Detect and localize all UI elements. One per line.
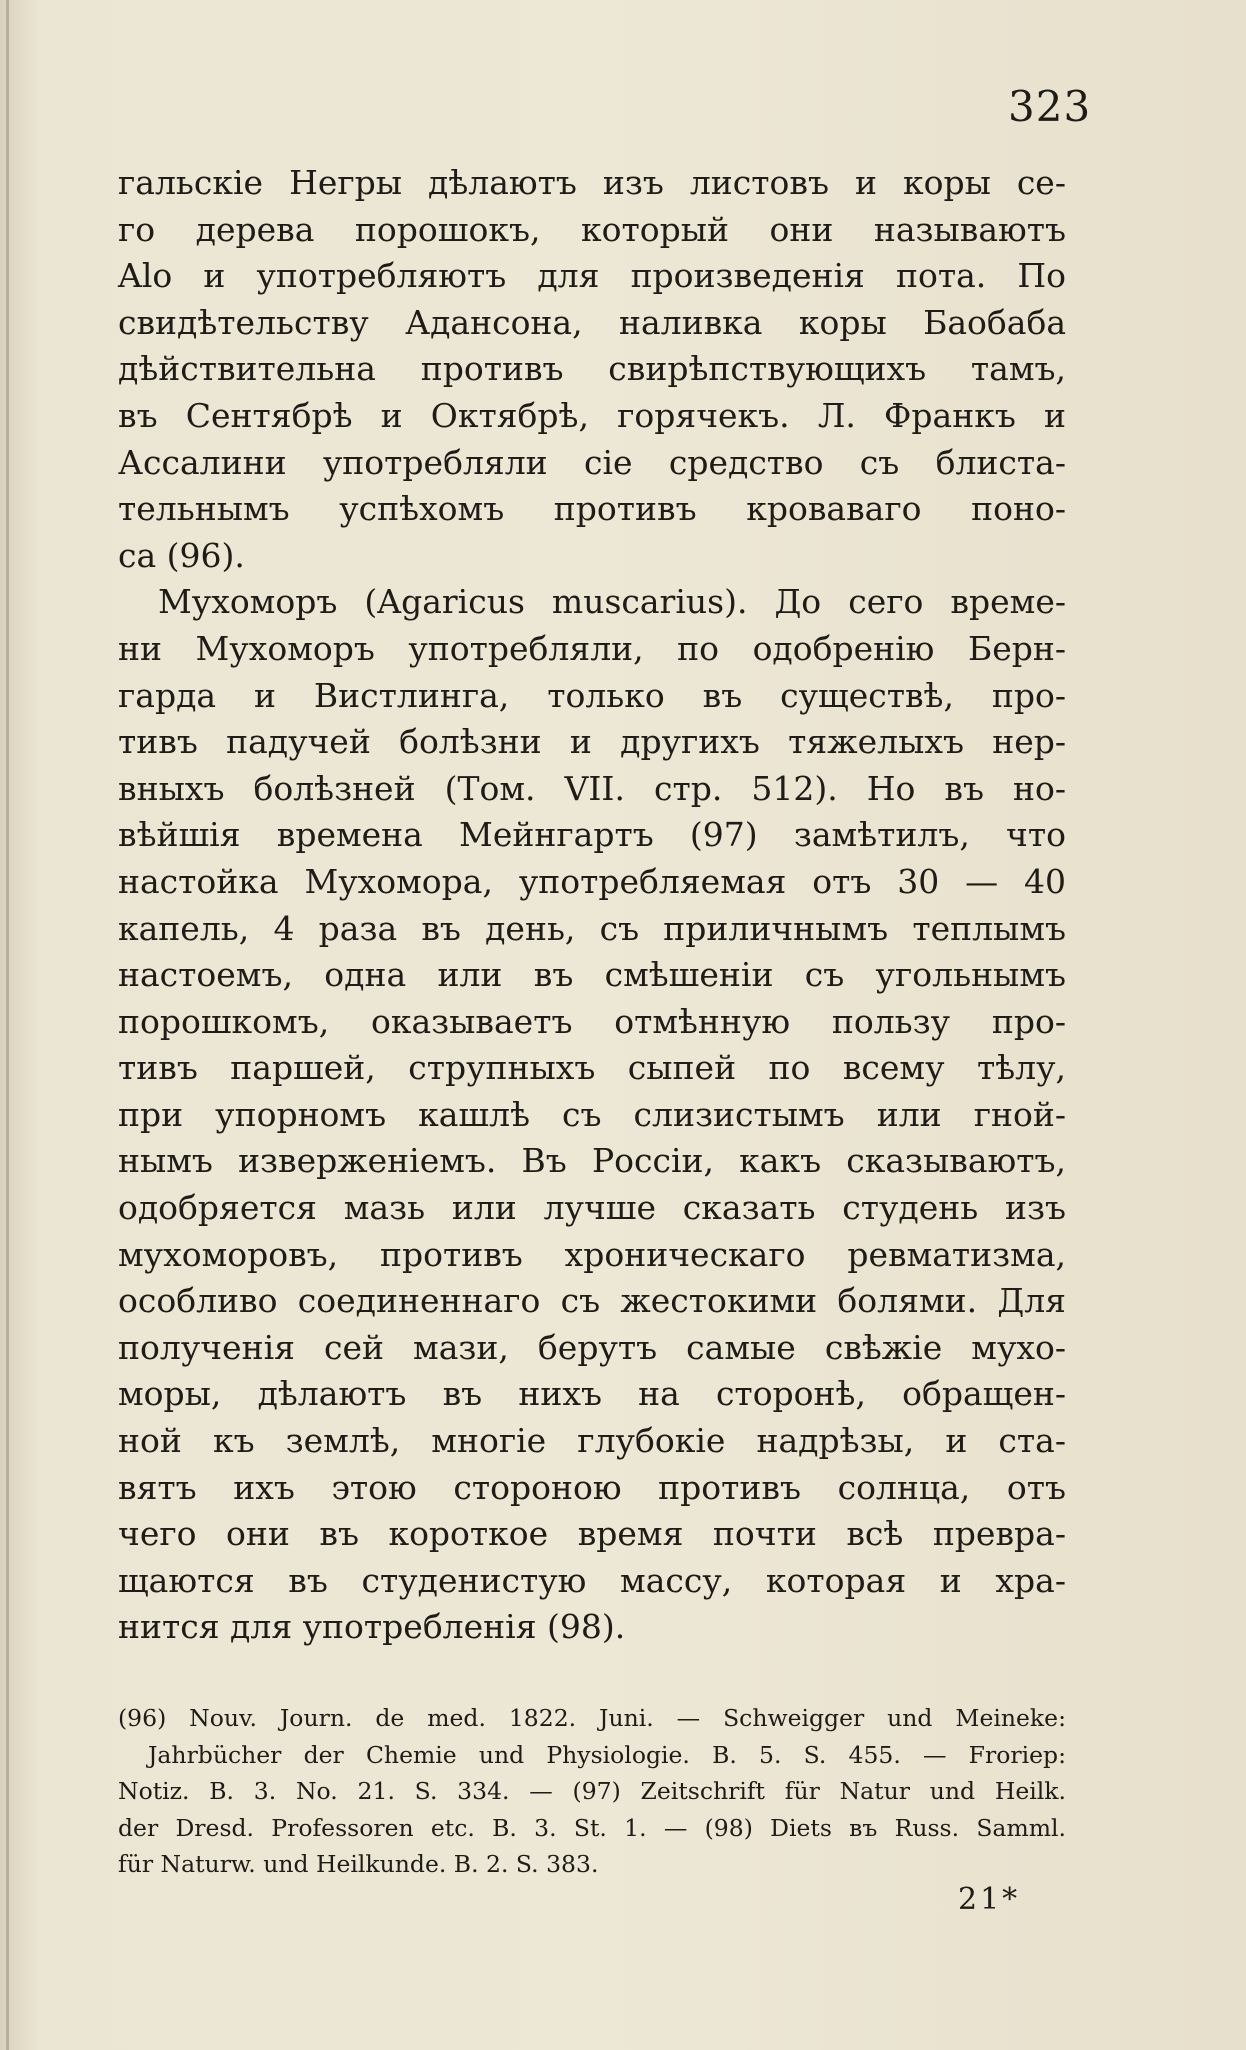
text-line: тивъ падучей болѣзни и другихъ тяжелыхъ нер-: [118, 722, 1066, 762]
footnote-line: Jahrbücher der Chemie und Physiologie. B. 5. S. 455. — Froriep:: [148, 1740, 1066, 1769]
text-line: нымъ изверженіемъ. Въ Россіи, какъ сказываютъ,: [118, 1141, 1066, 1181]
text-line: тивъ паршей, струпныхъ сыпей по всему тѣлу,: [118, 1048, 1066, 1088]
text-line: го дерева порошокъ, который они называютъ: [118, 209, 1066, 249]
page-edge: [6, 0, 9, 2050]
footnote-line: Notiz. B. 3. No. 21. S. 334. — (97) Zeitschrift für Natur und Heilk.: [118, 1777, 1066, 1805]
footnote-line: der Dresd. Professoren etc. B. 3. St. 1. — (98) Diets въ Russ. Samml.: [118, 1813, 1066, 1842]
text-line: одобряется мазь или лучше сказать студень изъ: [118, 1188, 1066, 1228]
text-line: гарда и Вистлинга, только въ существѣ, про-: [118, 675, 1066, 715]
footnotes: [118, 1700, 1066, 1883]
text-line: тельнымъ успѣхомъ противъ кроваваго поно-: [118, 489, 1066, 529]
main-text: [118, 160, 1066, 1651]
text-line: вѣйшія времена Мейнгартъ (97) замѣтилъ, что: [118, 815, 1066, 855]
text-line: ни Мухоморъ употребляли, по одобренію Берн-: [118, 628, 1066, 668]
signature-mark: 21*: [958, 1882, 1021, 1917]
text-line: вятъ ихъ этою стороною противъ солнца, отъ: [118, 1467, 1066, 1507]
text-line: въ Сентябрѣ и Октябрѣ, горячекъ. Л. Франкъ и: [118, 395, 1066, 435]
text-line: Alo и употребляютъ для произведенія пота. По: [118, 256, 1066, 296]
text-line: при упорномъ кашлѣ съ слизистымъ или гной-: [118, 1094, 1066, 1134]
text-line: щаются въ студенистую массу, которая и хра-: [118, 1560, 1066, 1600]
text-line: капель, 4 раза въ день, съ приличнымъ теплымъ: [118, 908, 1066, 948]
text-line: полученія сей мази, берутъ самые свѣжіе мухо-: [118, 1327, 1066, 1367]
text-line: особливо соединеннаго съ жестокими болями. Для: [118, 1281, 1066, 1321]
page-number: 323: [1008, 82, 1092, 131]
text-line: свидѣтельству Адансона, наливка коры Баобаба: [118, 302, 1066, 342]
text-line: ной къ землѣ, многіе глубокіе надрѣзы, и ста-: [118, 1421, 1066, 1461]
text-line: порошкомъ, оказываетъ отмѣнную пользу про-: [118, 1001, 1066, 1041]
text-line: Мухоморъ (Agaricus muscarius). До сего време-: [158, 582, 1066, 622]
footnote-line: für Naturw. und Heilkunde. B. 2. S. 383.: [118, 1850, 599, 1878]
text-line: чего они въ короткое время почти всѣ превра-: [118, 1514, 1066, 1554]
text-line: нится для употребленія (98).: [118, 1607, 626, 1647]
text-line: дѣйствительна противъ свирѣпствующихъ тамъ,: [118, 349, 1066, 389]
text-line: Ассалини употребляли сіе средство съ блиста-: [118, 442, 1066, 482]
text-line: вныхъ болѣзней (Том. VII. стр. 512). Но въ но-: [118, 768, 1066, 808]
text-line: настоемъ, одна или въ смѣшеніи съ угольнымъ: [118, 955, 1066, 995]
footnote-line: (96) Nouv. Journ. de med. 1822. Juni. — Schweigger und Meineke:: [118, 1704, 1066, 1732]
text-line: настойка Мухомора, употребляемая отъ 30 — 40: [118, 861, 1066, 901]
text-line: са (96).: [118, 535, 245, 575]
text-line: моры, дѣлаютъ въ нихъ на сторонѣ, обращен-: [118, 1374, 1066, 1414]
text-line: гальскіе Негры дѣлаютъ изъ листовъ и коры се-: [118, 163, 1066, 202]
text-line: мухоморовъ, противъ хроническаго ревматизма,: [118, 1234, 1066, 1274]
